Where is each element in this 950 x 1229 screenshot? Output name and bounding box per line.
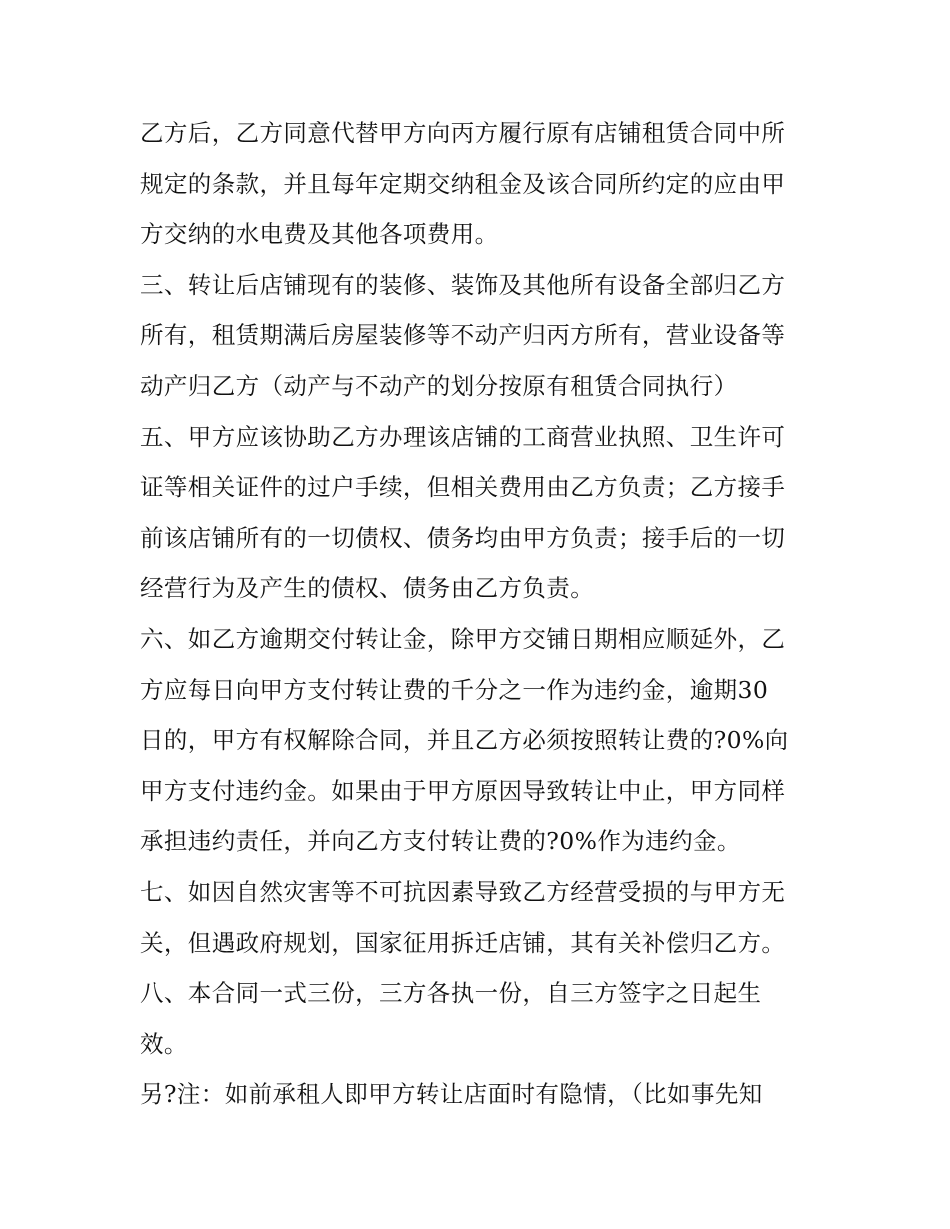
text-line: 规定的条款，并且每年定期交纳租金及该合同所约定的应由甲 bbox=[140, 169, 786, 198]
text-line: 动产归乙方（动产与不动产的划分按原有租赁合同执行） bbox=[140, 371, 738, 400]
text-line: 所有，租赁期满后房屋装修等不动产归丙方所有，营业设备等 bbox=[140, 321, 786, 350]
clause-five-line: 五、甲方应该协助乙方办理该店铺的工商营业执照、卫生许可 bbox=[140, 422, 786, 451]
text-line: 前该店铺所有的一切债权、债务均由甲方负责；接手后的一切 bbox=[140, 523, 786, 552]
clause-three-line: 三、转让后店铺现有的装修、装饰及其他所有设备全部归乙方 bbox=[140, 270, 786, 299]
contract-body-text bbox=[140, 108, 820, 1120]
text-line: 乙方后，乙方同意代替甲方向丙方履行原有店铺租赁合同中所 bbox=[140, 119, 786, 147]
text-line: 甲方支付违约金。如果由于甲方原因导致转让中止，甲方同样 bbox=[140, 776, 786, 805]
text-line: 关，但遇政府规划，国家征用拆迁店铺，其有关补偿归乙方。 bbox=[140, 928, 786, 957]
clause-six-line: 六、如乙方逾期交付转让金，除甲方交铺日期相应顺延外，乙 bbox=[140, 624, 786, 653]
text-line: 日的，甲方有权解除合同，并且乙方必须按照转让费的?0%向 bbox=[140, 726, 789, 755]
text-line: 方交纳的水电费及其他各项费用。 bbox=[140, 220, 499, 249]
clause-seven-line: 七、如因自然灾害等不可抗因素导致乙方经营受损的与甲方无 bbox=[140, 877, 786, 906]
text-line: 方应每日向甲方支付转让费的千分之一作为违约金，逾期30 bbox=[140, 675, 769, 704]
text-line: 效。 bbox=[140, 1029, 188, 1058]
clause-eight-line: 八、本合同一式三份，三方各执一份，自三方签字之日起生 bbox=[140, 979, 762, 1008]
note-line: 另?注：如前承租人即甲方转让店面时有隐情，（比如事先知 bbox=[140, 1080, 763, 1109]
text-line: 经营行为及产生的债权、债务由乙方负责。 bbox=[140, 574, 595, 603]
text-line: 证等相关证件的过户手续，但相关费用由乙方负责；乙方接手 bbox=[140, 473, 786, 502]
text-line: 承担违约责任，并向乙方支付转让费的?0%作为违约金。 bbox=[140, 827, 741, 856]
